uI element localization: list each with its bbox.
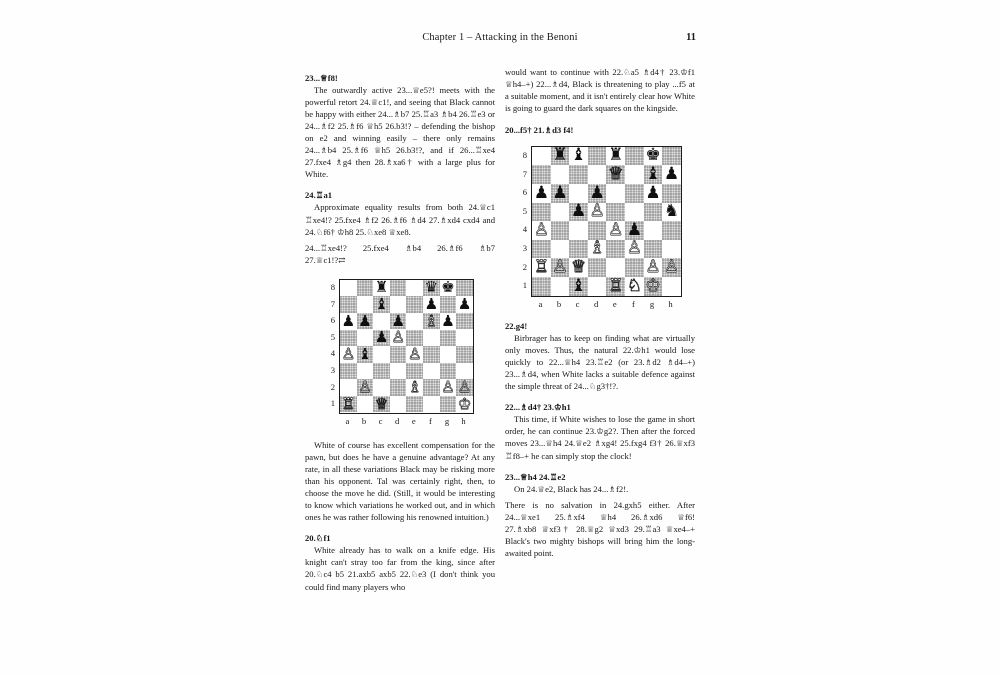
file-label-d: d	[594, 298, 599, 309]
board-square-g7	[440, 296, 457, 313]
board-square-g3	[440, 363, 457, 380]
board-square-d2	[390, 379, 407, 396]
file-label-f: f	[428, 415, 432, 426]
board-square-h1	[456, 396, 473, 413]
chess-diagram	[518, 146, 682, 310]
board-square-g6	[644, 184, 663, 203]
black-pawn-b6-icon: ♟	[358, 311, 372, 330]
white-pawn-d5-icon: ♙	[391, 328, 406, 347]
board-square-b6	[551, 184, 570, 203]
board-square-a1	[340, 396, 357, 413]
annotation-paragraph: The outwardly active 23...♕e5?! meets with the powerful retort 24.♕c1!, and seeing that Black cannot be happy with either 24...♗b7 25.♖a3 ♗b4 26.♖e3 or 24...♗f2 25.♗f6 ♕h5 26.b3!? – defending the bishop on e2 and winning easily – there only remains 24...♗b4 25.♗f6 ♕h5 26.b3!?, and if 26...♖xe4 27.fxe4 ♗g4 then 28.♗xa6† with a large plus for White.	[305, 84, 495, 179]
white-queen-c2-icon: ♕	[570, 257, 587, 278]
rank-label-7: 7	[522, 168, 528, 179]
board-square-a6	[532, 184, 551, 203]
board-square-e4	[606, 221, 625, 240]
move-heading: 20.♘f1	[305, 533, 331, 544]
board-square-h2	[456, 379, 473, 396]
board-square-g5	[440, 330, 457, 347]
board-square-a4	[532, 221, 551, 240]
black-rook-b8-icon: ♜	[552, 145, 568, 166]
move-heading: 23...♕f8!	[305, 72, 338, 83]
board-square-f2	[625, 258, 644, 277]
black-pawn-b6-icon: ♟	[552, 182, 568, 203]
board-square-f5	[625, 203, 644, 222]
board-square-c2	[373, 379, 390, 396]
board-square-a7	[340, 296, 357, 313]
board-square-c4	[373, 346, 390, 363]
board-square-c1	[373, 396, 390, 413]
white-rook-a1-icon: ♖	[341, 394, 356, 413]
diagram-holder	[505, 146, 695, 310]
board-square-a3	[532, 240, 551, 259]
board-square-a7	[532, 165, 551, 184]
board-square-d7	[390, 296, 407, 313]
rank-label-2: 2	[522, 261, 528, 272]
board-square-h6	[662, 184, 681, 203]
board-square-d7	[588, 165, 607, 184]
board-square-e8	[606, 147, 625, 166]
black-pawn-f7-icon: ♟	[424, 294, 439, 313]
file-label-a: a	[345, 415, 350, 426]
board-square-d8	[390, 280, 407, 297]
board-square-b5	[357, 330, 374, 347]
board-square-e5	[406, 330, 423, 347]
board-square-f3	[625, 240, 644, 259]
board-square-d1	[588, 277, 607, 296]
board-square-f4	[423, 346, 440, 363]
rank-label-4: 4	[330, 348, 336, 359]
board-square-c1	[569, 277, 588, 296]
board-square-f6	[423, 313, 440, 330]
board-square-f7	[625, 165, 644, 184]
file-label-c: c	[378, 415, 383, 426]
board-square-h3	[662, 240, 681, 259]
rank-label-3: 3	[522, 243, 528, 254]
black-pawn-d6-icon: ♟	[589, 182, 605, 203]
chapter-title: Chapter 1 – Attacking in the Benoni	[422, 32, 578, 43]
diagram-holder	[305, 279, 495, 427]
file-label-f: f	[631, 298, 635, 309]
white-bishop-f6-icon: ♗	[424, 311, 439, 330]
board-square-f3	[423, 363, 440, 380]
board-square-f1	[625, 277, 644, 296]
file-label-g: g	[444, 415, 450, 426]
move-heading: 22.g4!	[505, 320, 528, 331]
white-queen-e7-icon: ♕	[608, 164, 624, 185]
board-square-b6	[357, 313, 374, 330]
running-head	[305, 32, 695, 48]
board-square-g2	[440, 379, 457, 396]
board-square-h4	[662, 221, 681, 240]
move-heading: 24.♖a1	[305, 190, 333, 201]
black-bishop-g7-icon: ♝	[645, 164, 661, 185]
white-pawn-b2-icon: ♙	[552, 257, 568, 278]
rank-label-6: 6	[330, 315, 336, 326]
board-square-b1	[551, 277, 570, 296]
board-square-a2	[532, 258, 551, 277]
black-queen-f8-icon: ♛	[424, 278, 439, 297]
board-square-e2	[406, 379, 423, 396]
board-square-a6	[340, 313, 357, 330]
board-square-d2	[588, 258, 607, 277]
board-square-d3	[588, 240, 607, 259]
board-square-b4	[551, 221, 570, 240]
left-text-column	[305, 62, 495, 593]
annotation-paragraph: Approximate equality results from both 24.♕c1 ♖xe4!? 25.fxe4 ♗f2 26.♗f6 ♗d4 27.♗xd4 cxd4 and 24.♘f6† ♔h8 25.♘xe8 ♕xe8.	[305, 202, 495, 237]
black-pawn-d6-icon: ♟	[391, 311, 406, 330]
board-square-b2	[357, 379, 374, 396]
rank-label-4: 4	[522, 224, 528, 235]
white-pawn-g2-icon: ♙	[645, 257, 661, 278]
white-pawn-h2-icon: ♙	[457, 377, 472, 396]
board-square-b7	[357, 296, 374, 313]
annotation-paragraph: White of course has excellent compensation for the pawn, but does he have a genuine advantage? At any rate, in all these variations Black may be risking more than his opponent. Tal was certainly right, then, to choose the move he did. (Still, it would be interesting to know which variations he worked out, and in which ones he was rather following his renowned intuition.)	[305, 439, 495, 522]
board-square-f4	[625, 221, 644, 240]
black-rook-c8-icon: ♜	[374, 278, 389, 297]
board-square-b3	[551, 240, 570, 259]
board-square-g4	[644, 221, 663, 240]
file-label-a: a	[538, 298, 543, 309]
file-label-c: c	[575, 298, 580, 309]
board-square-h6	[456, 313, 473, 330]
board-square-a8	[532, 147, 551, 166]
board-square-g4	[440, 346, 457, 363]
white-bishop-e2-icon: ♗	[407, 377, 422, 396]
annotation-paragraph: Birbrager has to keep on finding what are virtually only moves. Thus, the natural 22.♔h1 would lose quickly to 22...♕h4 23.♖e2 (or 23.♗d2 ♗d4–+) 23...♗d4, when White lacks a suitable defence against the simple threat of 24...♘g3†!?.	[505, 332, 695, 391]
white-queen-c1-icon: ♕	[374, 394, 389, 413]
board-square-c2	[569, 258, 588, 277]
board-square-c6	[373, 313, 390, 330]
board-square-h5	[456, 330, 473, 347]
board-square-h3	[456, 363, 473, 380]
board-square-e2	[606, 258, 625, 277]
rank-label-2: 2	[330, 381, 336, 392]
board-square-a8	[340, 280, 357, 297]
board-square-g1	[440, 396, 457, 413]
board-square-b2	[551, 258, 570, 277]
board-square-f5	[423, 330, 440, 347]
board-square-b8	[357, 280, 374, 297]
black-pawn-h7-icon: ♟	[457, 294, 472, 313]
board-square-c7	[569, 165, 588, 184]
board-square-g1	[644, 277, 663, 296]
rank-label-8: 8	[522, 150, 528, 161]
file-label-b: b	[361, 415, 367, 426]
board-square-f7	[423, 296, 440, 313]
rank-label-3: 3	[330, 365, 336, 375]
board-square-h2	[662, 258, 681, 277]
chess-board	[531, 146, 682, 297]
file-label-e: e	[411, 415, 416, 426]
board-square-d6	[588, 184, 607, 203]
board-square-b1	[357, 396, 374, 413]
board-square-h8	[456, 280, 473, 297]
white-bishop-d3-icon: ♗	[589, 238, 605, 259]
black-pawn-a6-icon: ♟	[341, 311, 356, 330]
board-square-f8	[423, 280, 440, 297]
board-square-g7	[644, 165, 663, 184]
file-label-d: d	[395, 415, 400, 426]
file-label-h: h	[668, 298, 673, 309]
rank-label-5: 5	[522, 205, 528, 216]
board-square-e3	[606, 240, 625, 259]
board-square-g2	[644, 258, 663, 277]
move-heading: 22...♗d4† 23.♔h1	[505, 402, 571, 413]
board-square-h5	[662, 203, 681, 222]
board-square-a3	[340, 363, 357, 380]
rank-label-8: 8	[330, 282, 336, 292]
black-pawn-a6-icon: ♟	[533, 182, 550, 203]
file-label-g: g	[649, 298, 655, 309]
board-square-c3	[569, 240, 588, 259]
move-heading: 23...♕h4 24.♖e2	[505, 472, 566, 483]
white-pawn-g2-icon: ♙	[441, 377, 455, 396]
chess-board	[339, 279, 474, 414]
white-pawn-b2-icon: ♙	[358, 377, 372, 396]
board-square-e6	[606, 184, 625, 203]
white-pawn-e4-icon: ♙	[407, 344, 422, 363]
board-square-a2	[340, 379, 357, 396]
board-square-h1	[662, 277, 681, 296]
rank-label-1: 1	[522, 280, 528, 291]
board-square-c8	[569, 147, 588, 166]
board-square-h4	[456, 346, 473, 363]
rank-label-5: 5	[330, 331, 336, 342]
file-label-h: h	[461, 415, 466, 426]
board-square-e7	[606, 165, 625, 184]
board-square-a5	[532, 203, 551, 222]
board-square-f8	[625, 147, 644, 166]
black-pawn-c5-icon: ♟	[570, 201, 587, 222]
board-square-h7	[456, 296, 473, 313]
board-square-f6	[625, 184, 644, 203]
board-square-c4	[569, 221, 588, 240]
board-square-d8	[588, 147, 607, 166]
board-square-h7	[662, 165, 681, 184]
right-text-column	[505, 62, 695, 559]
file-label-e: e	[612, 298, 617, 309]
black-pawn-f4-icon: ♟	[626, 219, 643, 240]
board-square-d3	[390, 363, 407, 380]
board-square-e1	[406, 396, 423, 413]
board-square-b5	[551, 203, 570, 222]
board-square-g8	[644, 147, 663, 166]
white-knight-f1-icon: ♘	[626, 275, 643, 296]
black-bishop-b4-icon: ♝	[358, 344, 372, 363]
board-square-b7	[551, 165, 570, 184]
page-number: 11	[686, 32, 696, 43]
board-square-d6	[390, 313, 407, 330]
board-square-g6	[440, 313, 457, 330]
rank-label-1: 1	[330, 398, 336, 409]
black-knight-h5-icon: ♞	[663, 201, 680, 222]
board-square-c5	[373, 330, 390, 347]
white-pawn-h2-icon: ♙	[663, 257, 680, 278]
black-rook-e8-icon: ♜	[608, 145, 624, 166]
board-square-c6	[569, 184, 588, 203]
annotation-paragraph: This time, if White wishes to lose the game in short order, he can continue 23.♔g2?. Then after the forced moves 23...♕h4 24.♕e2 ♗xg4! 25.fxg4 f3† 26.♕xf3 ♖f8–+ he can simply stop the clock!	[505, 414, 695, 461]
board-square-b3	[357, 363, 374, 380]
board-square-c7	[373, 296, 390, 313]
board-square-e4	[406, 346, 423, 363]
variation-line: 24...♖xe4!? 25.fxe4 ♗b4 26.♗f6 ♗b7 27.♕c1!?⇄	[305, 242, 495, 265]
white-king-h1-icon: ♔	[457, 394, 472, 413]
board-square-d4	[588, 221, 607, 240]
black-bishop-c7-icon: ♝	[374, 294, 389, 313]
black-king-g8-icon: ♚	[645, 145, 661, 166]
board-square-d5	[588, 203, 607, 222]
board-square-b8	[551, 147, 570, 166]
board-square-e6	[406, 313, 423, 330]
board-square-e8	[406, 280, 423, 297]
board-square-f1	[423, 396, 440, 413]
board-square-d4	[390, 346, 407, 363]
white-pawn-e4-icon: ♙	[608, 219, 624, 240]
variation-line: would want to continue with 22.♘a5 ♗d4† 23.♔f1 ♕h4–+) 22...♗d4, Black is threatening to play ...f5 at a suitable moment, and it isn't entirely clear how White is going to guard the dark squares on the kingside.	[505, 67, 695, 114]
annotation-paragraph: On 24.♕e2, Black has 24...♗f2!.	[514, 484, 629, 495]
board-square-g8	[440, 280, 457, 297]
black-bishop-c1-icon: ♝	[570, 275, 587, 296]
white-rook-e1-icon: ♖	[608, 275, 624, 296]
white-pawn-f3-icon: ♙	[626, 238, 643, 259]
variation-line: There is no salvation in 24.gxh5 either. After 24...♕xe1 25.♗xf4 ♕h4 26.♗xd6 ♕f6! 27.♗xb8 ♕xf3† 28.♕g2 ♕xd3 29.♖a3 ♕xe4–+ Black's two mighty bishops will bring him the long-awaited point.	[505, 500, 695, 559]
black-pawn-g6-icon: ♟	[441, 311, 455, 330]
black-king-g8-icon: ♚	[441, 278, 455, 297]
black-pawn-g6-icon: ♟	[645, 182, 661, 203]
board-square-c8	[373, 280, 390, 297]
board-square-e5	[606, 203, 625, 222]
white-king-g1-icon: ♔	[645, 275, 661, 296]
board-square-c5	[569, 203, 588, 222]
board-square-b4	[357, 346, 374, 363]
board-square-f2	[423, 379, 440, 396]
white-rook-a2-icon: ♖	[533, 257, 550, 278]
file-label-b: b	[556, 298, 562, 309]
annotation-paragraph: White already has to walk on a knife edge. His knight can't stray too far from the king, since after 20.♘c4 b5 21.axb5 axb5 22.♘e3 (I don't think you could find many players who	[305, 545, 495, 592]
board-square-a4	[340, 346, 357, 363]
board-square-g5	[644, 203, 663, 222]
board-square-e1	[606, 277, 625, 296]
board-square-e3	[406, 363, 423, 380]
black-pawn-h7-icon: ♟	[663, 164, 680, 185]
board-square-d5	[390, 330, 407, 347]
board-square-e7	[406, 296, 423, 313]
black-pawn-c5-icon: ♟	[374, 328, 389, 347]
rank-label-7: 7	[330, 298, 336, 309]
rank-label-6: 6	[522, 187, 528, 198]
board-square-a1	[532, 277, 551, 296]
white-pawn-a4-icon: ♙	[533, 219, 550, 240]
move-heading: 20...f5† 21.♗d3 f4!	[505, 124, 574, 135]
board-square-h8	[662, 147, 681, 166]
board-square-g3	[644, 240, 663, 259]
black-bishop-c8-icon: ♝	[570, 145, 587, 166]
white-pawn-a4-icon: ♙	[341, 344, 356, 363]
white-pawn-d5-icon: ♙	[589, 201, 605, 222]
chess-diagram	[326, 279, 474, 427]
board-square-c3	[373, 363, 390, 380]
board-square-a5	[340, 330, 357, 347]
board-square-d1	[390, 396, 407, 413]
